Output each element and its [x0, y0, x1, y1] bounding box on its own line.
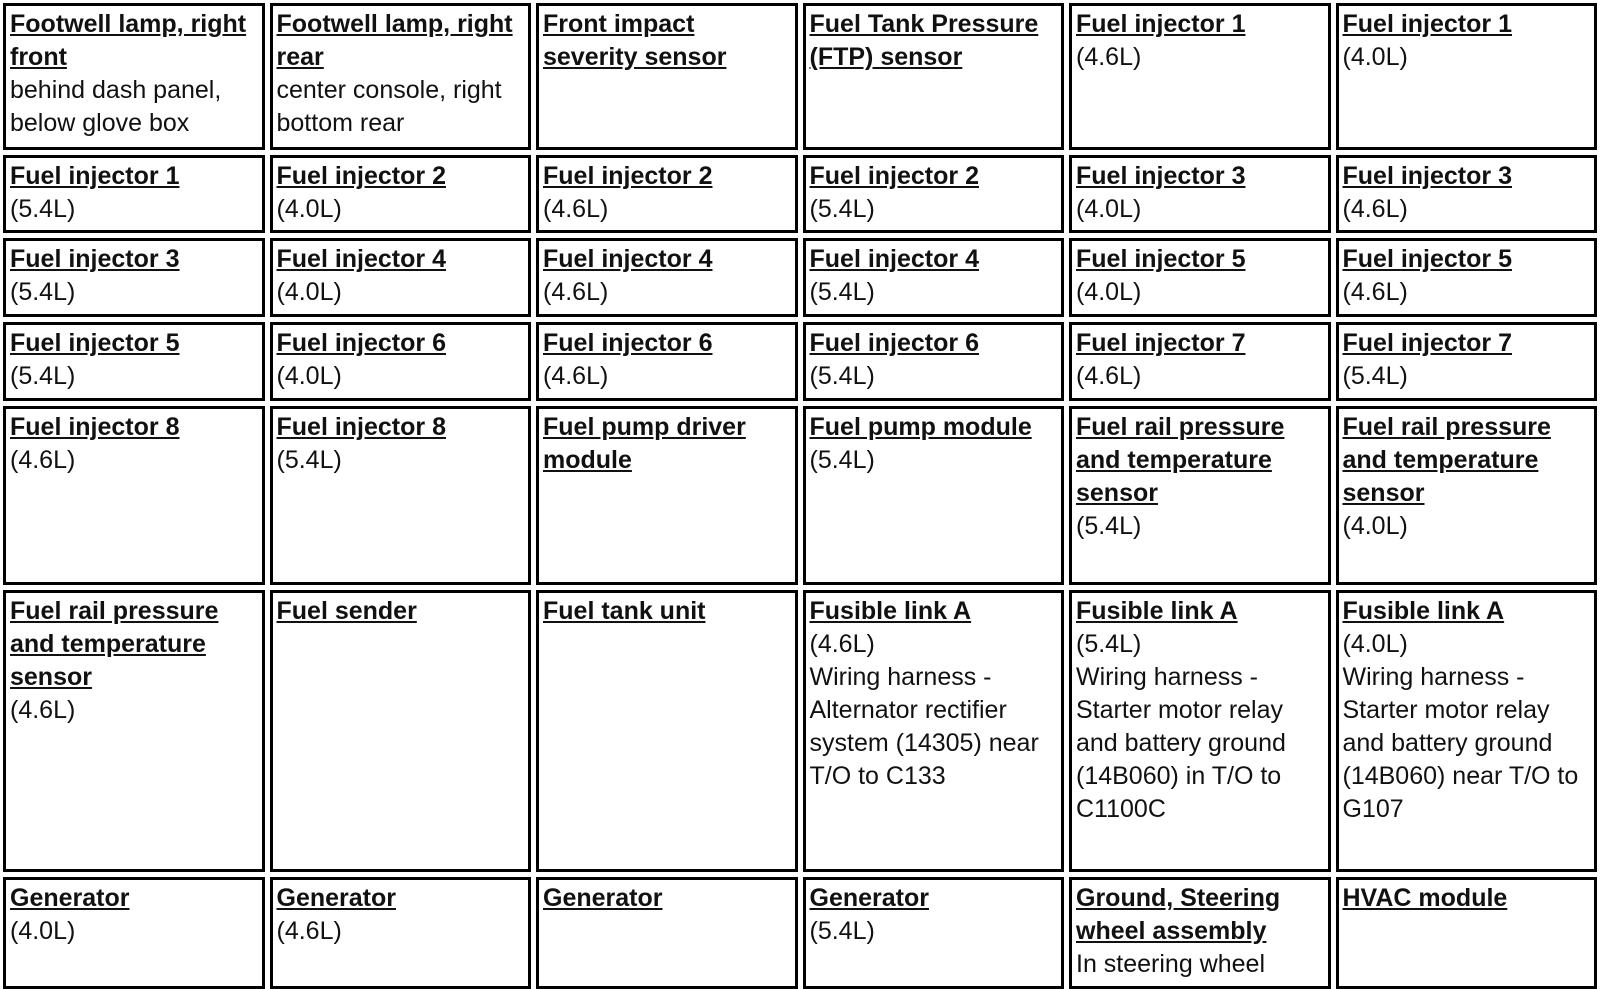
table-cell	[803, 406, 1065, 585]
table-cell	[1336, 406, 1598, 585]
engine-variant: (4.6L)	[809, 630, 875, 658]
engine-variant: (4.0L)	[276, 362, 342, 390]
component-link[interactable]: Fuel injector 2	[543, 162, 713, 190]
component-link[interactable]: Fuel injector 6	[809, 329, 979, 357]
component-link[interactable]: Fuel tank unit	[543, 597, 706, 625]
component-link[interactable]: Footwell lamp, right front	[10, 10, 247, 71]
component-link[interactable]: Fuel injector 5	[10, 329, 180, 357]
table-cell	[270, 322, 532, 401]
component-link[interactable]: Fusible link A	[1076, 597, 1238, 625]
component-link[interactable]: Generator	[10, 884, 130, 912]
table-cell	[1069, 590, 1331, 872]
table-cell	[536, 877, 798, 989]
component-link[interactable]: Fuel injector 3	[1076, 162, 1246, 190]
table-cell	[1336, 877, 1598, 989]
engine-variant: (4.0L)	[10, 917, 76, 945]
component-link[interactable]: Fuel injector 1	[10, 162, 180, 190]
table-cell	[536, 3, 798, 150]
table-cell	[1336, 238, 1598, 317]
engine-variant: (4.0L)	[276, 278, 342, 306]
component-link[interactable]: Fuel Tank Pressure (FTP) sensor	[809, 10, 1039, 71]
table-cell	[3, 406, 265, 585]
component-link[interactable]: Fuel injector 4	[276, 245, 446, 273]
location-note: behind dash panel, below glove box	[10, 76, 222, 137]
engine-variant: (4.6L)	[543, 278, 609, 306]
table-cell	[536, 238, 798, 317]
component-link[interactable]: Generator	[809, 884, 929, 912]
engine-variant: (4.6L)	[10, 446, 76, 474]
table-cell	[1069, 3, 1331, 150]
component-link[interactable]: Fuel pump driver module	[543, 413, 746, 474]
component-link[interactable]: Fuel rail pressure and temperature sensor	[1076, 413, 1285, 507]
component-link[interactable]: Fuel injector 8	[276, 413, 446, 441]
engine-variant: (5.4L)	[1342, 362, 1408, 390]
component-link[interactable]: Fuel injector 6	[276, 329, 446, 357]
engine-variant: (4.0L)	[276, 195, 342, 223]
component-link[interactable]: Footwell lamp, right rear	[276, 10, 513, 71]
table-cell	[536, 406, 798, 585]
component-link[interactable]: Fuel injector 8	[10, 413, 180, 441]
table-cell	[270, 406, 532, 585]
component-link[interactable]: Fusible link A	[809, 597, 972, 625]
table-cell	[3, 3, 265, 150]
table-cell	[1069, 155, 1331, 233]
table-cell	[803, 877, 1065, 989]
table-cell	[270, 155, 532, 233]
engine-variant: (4.6L)	[543, 362, 609, 390]
table-cell	[536, 155, 798, 233]
table-cell	[270, 590, 532, 872]
engine-variant: (4.6L)	[1342, 278, 1408, 306]
table-cell	[1069, 322, 1331, 401]
component-link[interactable]: Fuel injector 7	[1076, 329, 1246, 357]
engine-variant: (5.4L)	[809, 195, 875, 223]
component-link[interactable]: Fuel sender	[276, 597, 417, 625]
table-cell	[270, 877, 532, 989]
engine-variant: (5.4L)	[276, 446, 342, 474]
engine-variant: (4.6L)	[276, 917, 342, 945]
location-note: Wiring harness - Starter motor relay and battery ground (14B060) near T/O to G107	[1342, 663, 1579, 823]
table-cell	[803, 238, 1065, 317]
engine-variant: (4.0L)	[1076, 278, 1142, 306]
engine-variant: (5.4L)	[10, 195, 76, 223]
engine-variant: (5.4L)	[809, 362, 875, 390]
table-cell	[3, 322, 265, 401]
table-cell	[3, 238, 265, 317]
component-link[interactable]: Fuel injector 3	[10, 245, 180, 273]
engine-variant: (4.6L)	[543, 195, 609, 223]
component-link[interactable]: Fuel injector 1	[1076, 10, 1246, 38]
component-link[interactable]: Fuel injector 2	[276, 162, 446, 190]
location-note: center console, right bottom rear	[276, 76, 502, 137]
component-link[interactable]: Generator	[543, 884, 663, 912]
component-location-table	[3, 3, 1597, 989]
location-note: In steering wheel	[1076, 950, 1266, 978]
table-cell	[536, 590, 798, 872]
component-link[interactable]: Fuel injector 1	[1342, 10, 1512, 38]
table-cell	[1336, 3, 1598, 150]
component-link[interactable]: Fuel injector 5	[1342, 245, 1512, 273]
table-cell	[536, 322, 798, 401]
component-link[interactable]: Fuel rail pressure and temperature sensor	[1342, 413, 1551, 507]
component-link[interactable]: HVAC module	[1342, 884, 1508, 912]
component-link[interactable]: Fuel injector 5	[1076, 245, 1246, 273]
engine-variant: (5.4L)	[10, 278, 76, 306]
component-link[interactable]: Fuel rail pressure and temperature sensor	[10, 597, 219, 691]
table-cell	[3, 877, 265, 989]
engine-variant: (4.0L)	[1076, 195, 1142, 223]
component-link[interactable]: Fuel injector 4	[543, 245, 713, 273]
location-note: Wiring harness - Alternator rectifier system (14305) near T/O to C133	[809, 663, 1039, 790]
engine-variant: (5.4L)	[809, 917, 875, 945]
component-link[interactable]: Fusible link A	[1342, 597, 1505, 625]
table-cell	[3, 155, 265, 233]
table-cell	[270, 238, 532, 317]
table-cell	[1336, 155, 1598, 233]
engine-variant: (4.0L)	[1342, 43, 1408, 71]
table-cell	[1069, 406, 1331, 585]
table-cell	[803, 590, 1065, 872]
table-cell	[270, 3, 532, 150]
engine-variant: (5.4L)	[1076, 512, 1142, 540]
engine-variant: (4.6L)	[1076, 43, 1142, 71]
component-link[interactable]: Fuel injector 7	[1342, 329, 1512, 357]
table-cell	[803, 322, 1065, 401]
engine-variant: (5.4L)	[1076, 630, 1142, 658]
table-cell	[1069, 877, 1331, 989]
component-link[interactable]: Fuel injector 6	[543, 329, 713, 357]
table-cell	[3, 590, 265, 872]
table-cell	[1336, 322, 1598, 401]
engine-variant: (5.4L)	[10, 362, 76, 390]
component-link[interactable]: Generator	[276, 884, 396, 912]
engine-variant: (4.0L)	[1342, 630, 1408, 658]
engine-variant: (4.6L)	[1342, 195, 1408, 223]
component-link[interactable]: Fuel injector 3	[1342, 162, 1512, 190]
component-link[interactable]: Fuel pump module	[809, 413, 1032, 441]
location-note: Wiring harness - Starter motor relay and battery ground (14B060) in T/O to C1100C	[1076, 663, 1286, 823]
engine-variant: (4.6L)	[10, 696, 76, 724]
engine-variant: (5.4L)	[809, 446, 875, 474]
table-cell	[1069, 238, 1331, 317]
table-cell	[803, 3, 1065, 150]
component-link[interactable]: Fuel injector 4	[809, 245, 979, 273]
table-cell	[803, 155, 1065, 233]
component-link[interactable]: Ground, Steering wheel assembly	[1076, 884, 1281, 945]
table-cell	[1336, 590, 1598, 872]
engine-variant: (5.4L)	[809, 278, 875, 306]
engine-variant: (4.6L)	[1076, 362, 1142, 390]
component-link[interactable]: Front impact severity sensor	[543, 10, 727, 71]
component-link[interactable]: Fuel injector 2	[809, 162, 979, 190]
engine-variant: (4.0L)	[1342, 512, 1408, 540]
